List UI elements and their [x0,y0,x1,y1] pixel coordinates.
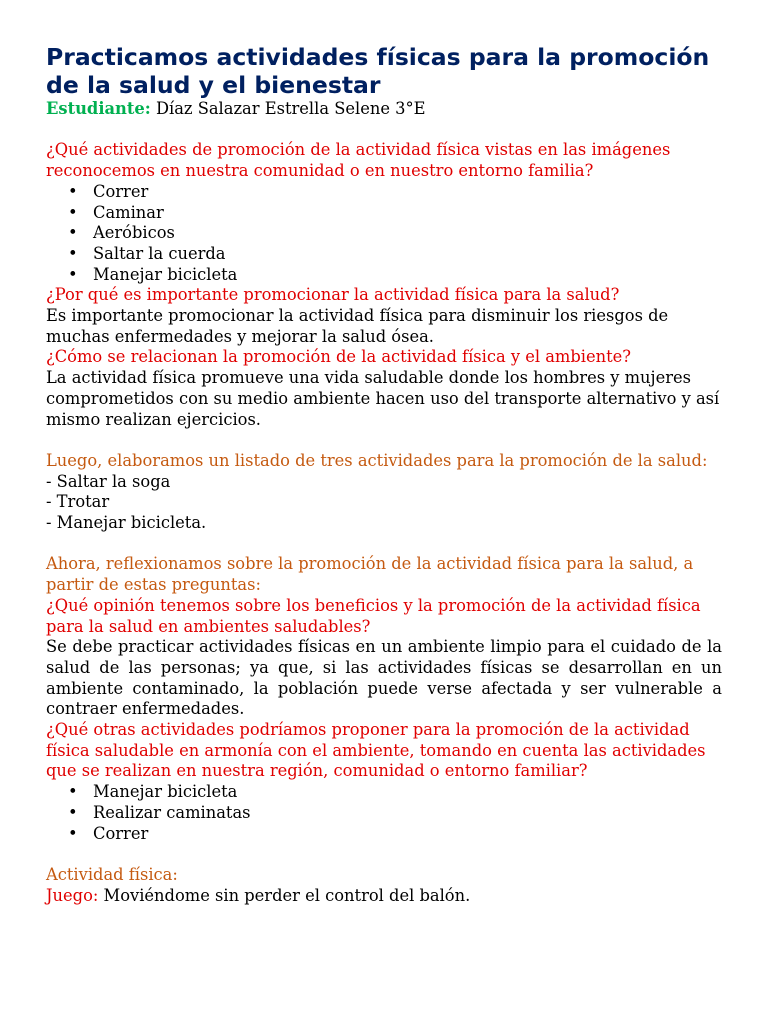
spacer [46,844,722,865]
other-activities-list [46,782,722,844]
document-title: Practicamos actividades físicas para la promoción de la salud y el bienestar [46,43,710,99]
game-label: Juego: [46,885,99,905]
list-item-text: Saltar la cuerda [93,243,226,263]
activity-heading: Actividad física: [46,864,178,884]
dash-list-item: - Trotar [46,492,110,512]
question-opinion: ¿Qué opinión tenemos sobre los beneficios y la promoción de la actividad física para la salud en ambientes saludables? [46,595,701,636]
question-environment: ¿Cómo se relacionan la promoción de la actividad física y el ambiente? [46,347,632,367]
list-item-text: Caminar [93,202,164,222]
spacer [46,430,722,451]
bullet-icon: • [68,202,78,222]
question-importance: ¿Por qué es importante promocionar la actividad física para la salud? [46,285,620,305]
question-activities-seen: ¿Qué actividades de promoción de la actividad física vistas en las imágenes reconocemos en nuestra comunidad o en nuestro entorno familia? [46,140,671,181]
list-item [46,265,722,286]
answer-environment: La actividad física promueve una vida saludable donde los hombres y mujeres comprometidos con su medio ambiente hacen uso del transporte alternativo y así mismo realizan ejercicios. [46,368,720,429]
bullet-icon: • [68,782,78,802]
list-item-text: Correr [93,823,149,843]
activities-list [46,182,722,286]
answer-opinion: Se debe practicar actividades físicas en un ambiente limpio para el cuidado de la salud de las personas; ya que, si las actividades físicas se desarrollan en un ambiente contaminado, la población puede verse afectada y ser vulnerable a contraer enfermedades. [46,637,722,719]
list-item [46,203,722,224]
list-item [46,223,722,244]
bullet-icon: • [68,264,78,284]
student-name: Díaz Salazar Estrella Selene 3°E [155,99,426,118]
game-line [46,886,722,907]
list-item [46,182,722,203]
list-item-text: Realizar caminatas [93,802,251,822]
spacer [46,120,722,141]
dash-list-item: - Manejar bicicleta. [46,513,207,533]
spacer [46,534,722,555]
list-item [46,824,722,845]
list-item-text: Aeróbicos [93,223,175,243]
answer-importance: Es importante promocionar la actividad física para disminuir los riesgos de muchas enfermedades y mejorar la salud ósea. [46,306,669,346]
bullet-icon: • [68,181,78,201]
game-text: Moviéndome sin perder el control del balón. [103,885,471,905]
intro-three-activities: Luego, elaboramos un listado de tres actividades para la promoción de la salud: [46,450,708,470]
question-other-activities: ¿Qué otras actividades podríamos proponer para la promoción de la actividad física saludable en armonía con el ambiente, tomando en cuenta las actividades que se realizan en nuestra región, comunidad o entorno familiar? [46,720,706,781]
list-item-text: Correr [93,181,149,201]
intro-reflection: Ahora, reflexionamos sobre la promoción de la actividad física para la salud, a partir de estas preguntas: [46,554,694,595]
dash-list-item: - Saltar la soga [46,471,171,491]
student-line [46,99,722,120]
bullet-icon: • [68,823,78,843]
bullet-icon: • [68,243,78,263]
list-item [46,782,722,803]
student-label: Estudiante: [46,99,151,118]
list-item [46,244,722,265]
bullet-icon: • [68,223,78,243]
list-item-text: Manejar bicicleta [93,264,238,284]
list-item [46,803,722,824]
bullet-icon: • [68,802,78,822]
list-item-text: Manejar bicicleta [93,782,238,802]
